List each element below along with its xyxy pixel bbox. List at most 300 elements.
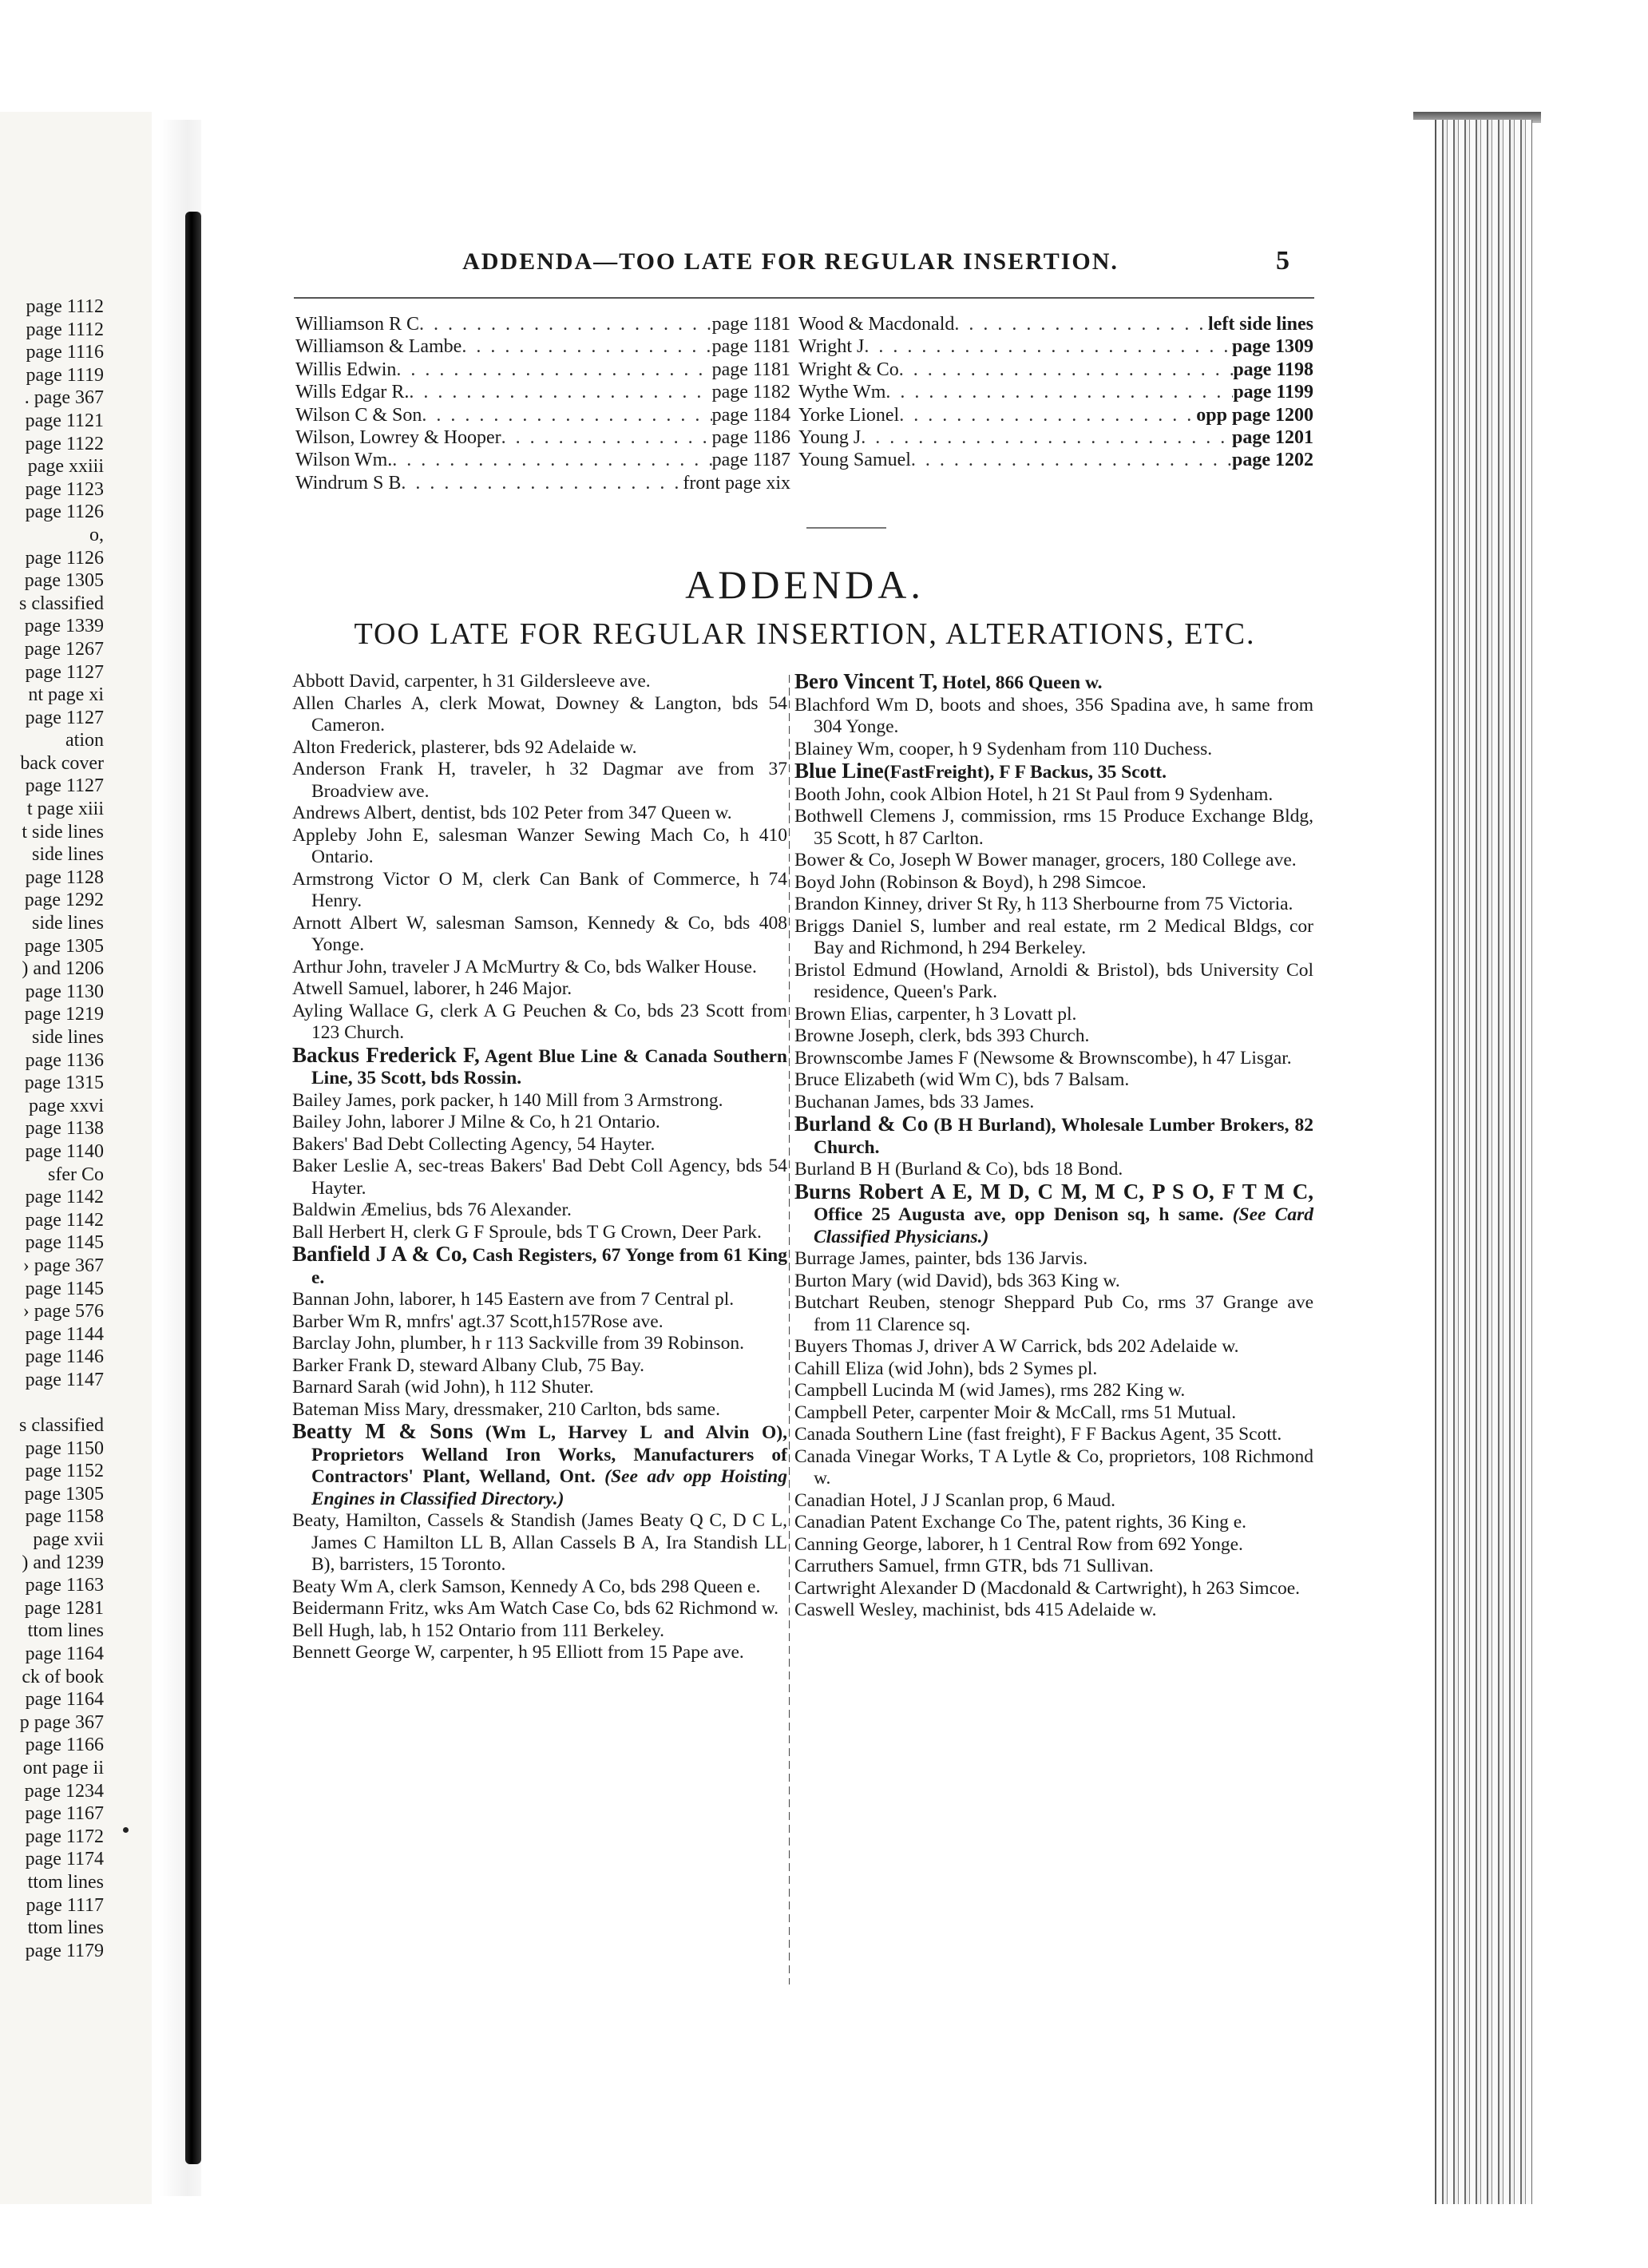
directory-entry	[292, 978, 787, 1001]
entry-details: cooper, h 9 Sydenham from 110 Duchess.	[893, 738, 1213, 759]
margin-ref: page 1167	[25, 1803, 104, 1825]
page-number: 5	[1276, 246, 1289, 276]
entry-details: bds 76 Alexander.	[431, 1199, 572, 1220]
margin-ref: page 1152	[25, 1461, 104, 1482]
entry-name: Banfield J A & Co,	[292, 1242, 468, 1266]
margin-ref: page 1126	[25, 502, 104, 523]
entry-details: clerk G F Sproule, bds T G Crown, Deer Park.	[408, 1221, 762, 1243]
directory-entry	[794, 806, 1313, 850]
entry-details: machinist, bds 415 Adelaide w.	[917, 1600, 1157, 1620]
margin-ref: p page 367	[19, 1711, 104, 1733]
margin-ref: page 1146	[25, 1346, 104, 1368]
margin-ref: ation	[65, 730, 104, 751]
index-page-ref: page 1202	[1232, 450, 1313, 471]
entry-details: (James Beaty Q C, D C L, James C Hamilton LL B, Allan Cassels B A, Ira Standish LL B), barristers, 15 Toronto.	[311, 1510, 787, 1575]
directory-entry	[794, 1248, 1313, 1271]
directory-entry	[292, 737, 787, 759]
directory-entry	[292, 1156, 787, 1199]
entry-name: Ayling Wallace G,	[292, 1000, 434, 1021]
margin-ref: s classified	[19, 1415, 104, 1437]
entry-name: Bakers' Bad Debt Collecting Agency,	[292, 1133, 572, 1155]
directory-entry	[794, 1556, 1313, 1578]
margin-ref: sfer Co	[48, 1164, 104, 1185]
entry-details: lumber and real estate, rm 2 Medical Bldgs, cor Bay and Richmond, h 294 Berkeley.	[814, 915, 1313, 958]
margin-ref: page 1174	[25, 1849, 104, 1870]
entry-details: (wid John), h 112 Shuter.	[400, 1377, 594, 1398]
entry-details: clerk Samson, Kennedy A Co, bds 298 Queen e.	[394, 1576, 761, 1597]
entry-details: Cash Registers, 67 Yonge from 61 King e.	[311, 1245, 788, 1288]
margin-ref: page 1122	[25, 433, 104, 454]
index-page-ref: page 1186	[711, 426, 790, 448]
margin-ref: ttom lines	[27, 1917, 104, 1939]
directory-entry	[794, 1600, 1313, 1622]
entry-details: carpenter, h 95 Elliott from 15 Pape ave.	[435, 1642, 744, 1663]
margin-ref: page 1150	[25, 1437, 104, 1459]
directory-entry	[292, 1377, 787, 1399]
entry-name: Cartwright Alexander D	[794, 1577, 977, 1599]
margin-ref: page 1219	[24, 1004, 104, 1025]
entry-details: frmn GTR, bds 71 Sullivan.	[939, 1556, 1154, 1576]
directory-entry	[794, 1025, 1313, 1048]
dot-leader	[419, 313, 712, 335]
entry-name: Bailey James,	[292, 1089, 397, 1111]
margin-ref: t page xiii	[27, 799, 104, 820]
entry-details: Hotel, 866 Queen w.	[937, 672, 1103, 693]
dot-leader	[861, 426, 1232, 449]
dot-leader	[954, 313, 1208, 335]
margin-ref: page 1179	[25, 1940, 104, 1961]
index-page-ref: page 1201	[1232, 426, 1313, 448]
margin-ref: page 1292	[24, 890, 104, 911]
directory-entry	[292, 1222, 787, 1244]
margin-ref: page 1234	[24, 1780, 104, 1802]
entry-details: (wid Wm C), bds 7 Balsam.	[914, 1069, 1130, 1090]
entry-details: dressmaker, 210 Carlton, bds same.	[449, 1398, 720, 1420]
margin-ref: page 1119	[26, 364, 104, 386]
entry-details: clerk Can Bank of Commerce, h 74 Henry.	[311, 868, 787, 911]
directory-entry	[292, 957, 787, 979]
entry-name: Brandon Kinney,	[794, 894, 923, 914]
directory-entry	[794, 1004, 1313, 1026]
entry-note: (See adv opp Hoisting Engines in Classified Directory.)	[311, 1466, 787, 1509]
entry-details: (B H Burland), Wholesale Lumber Brokers, 82 Church.	[814, 1115, 1313, 1158]
index-page-ref: front page xix	[683, 472, 790, 494]
entry-name: Barclay John,	[292, 1333, 396, 1354]
dot-leader	[911, 449, 1232, 471]
directory-entry	[292, 1510, 787, 1576]
directory-entry	[292, 1311, 787, 1334]
dot-leader	[885, 381, 1233, 403]
directory-entry	[292, 1620, 787, 1643]
index-list-left	[295, 313, 790, 494]
dot-leader	[899, 404, 1196, 426]
entry-details: wks Am Watch Case Co, bds 62 Richmond w.	[428, 1598, 779, 1619]
entry-details: (fast freight), F F Backus Agent, 35 Scott.	[962, 1424, 1282, 1445]
entry-name: Bower & Co,	[794, 850, 895, 870]
directory-entry	[292, 1243, 787, 1289]
margin-dot	[123, 1827, 129, 1833]
index-page-ref: opp page 1200	[1196, 404, 1313, 426]
index-name: Wright & Co	[798, 359, 899, 380]
directory-entry	[292, 1576, 787, 1599]
margin-ref: ) and 1206	[22, 958, 104, 980]
directory-entry	[794, 1402, 1313, 1425]
margin-ref: page xxvi	[29, 1095, 104, 1116]
entry-name: Browne Joseph,	[794, 1025, 915, 1046]
margin-ref: o,	[89, 524, 104, 545]
entry-name: Campbell Lucinda M	[794, 1380, 956, 1401]
margin-ref: page 1121	[25, 410, 104, 431]
entry-details: clerk, bds 393 Church.	[914, 1025, 1090, 1046]
entry-details: driver A W Carrick, bds 202 Adelaide w.	[929, 1336, 1239, 1357]
margin-ref: page 1127	[25, 661, 104, 683]
index-page-ref: page 1309	[1232, 336, 1313, 358]
dot-leader	[401, 472, 683, 494]
entry-name: Appleby John E,	[292, 824, 429, 846]
margin-ref: . page 367	[24, 387, 104, 409]
directory-entry	[794, 760, 1313, 784]
entry-details: plasterer, bds 92 Adelaide w.	[416, 736, 637, 758]
index-page-ref: page 1199	[1233, 382, 1313, 403]
dot-leader	[501, 426, 712, 449]
entry-name: Burland B H	[794, 1159, 891, 1180]
margin-ref: page 1164	[25, 1644, 104, 1665]
directory-entry	[292, 1042, 787, 1090]
directory-entry	[292, 1199, 787, 1222]
entry-name: Baker Leslie A,	[292, 1156, 413, 1176]
index-page-ref: left side lines	[1208, 314, 1313, 335]
directory-entry	[794, 1512, 1313, 1534]
directory-entry	[292, 1001, 787, 1045]
entry-name: Cahill Eliza	[794, 1358, 884, 1379]
index-page-ref: page 1181	[711, 336, 790, 358]
directory-entry	[794, 1336, 1313, 1358]
margin-ref: s classified	[19, 593, 104, 614]
index-row	[798, 449, 1313, 471]
entry-details: plumber, h r 113 Sackville from 39 Robinson.	[395, 1333, 745, 1354]
entry-details: carpenter, h 3 Lovatt pl.	[892, 1003, 1077, 1025]
index-row	[798, 359, 1313, 381]
entry-details: carpenter Moir & McCall, rms 51 Mutual.	[914, 1402, 1237, 1423]
margin-ref: page 1128	[25, 866, 104, 888]
margin-ref: page 1166	[25, 1735, 104, 1756]
margin-ref: t side lines	[22, 821, 104, 843]
directory-entry	[292, 1112, 787, 1134]
entry-details: patent rights, 36 King e.	[1060, 1512, 1247, 1532]
entry-name: Bruce Elizabeth	[794, 1069, 915, 1090]
column-divider	[789, 675, 790, 1985]
index-list-right	[798, 313, 1313, 472]
index-row	[798, 426, 1313, 449]
entry-name: Bristol Edmund	[794, 959, 917, 981]
entry-details: bds 33 James.	[925, 1091, 1035, 1112]
facing-page-margin-refs	[0, 295, 104, 1962]
dot-leader	[864, 335, 1232, 358]
directory-entry	[292, 869, 787, 913]
entry-name: Bell Hugh,	[292, 1620, 375, 1641]
directory-entry	[794, 739, 1313, 761]
index-name: Wright J	[798, 336, 865, 358]
index-row	[295, 313, 790, 335]
directory-entry	[794, 784, 1313, 807]
entry-details: traveler J A McMurtry & Co, bds Walker House.	[386, 956, 757, 977]
margin-ref: page 1163	[25, 1575, 104, 1596]
margin-ref: page 1172	[25, 1826, 104, 1847]
index-row	[295, 449, 790, 471]
entry-name: Canada Southern Line	[794, 1424, 963, 1445]
entry-details: mnfrs' agt.37 Scott,h157Rose ave.	[402, 1310, 664, 1332]
index-name: Yorke Lionel	[798, 404, 900, 426]
margin-ref: page 1117	[26, 1894, 104, 1916]
entry-name: Buchanan James,	[794, 1091, 925, 1112]
directory-entry	[794, 1424, 1313, 1446]
entry-name: Butchart Reuben,	[794, 1292, 931, 1313]
entry-details: salesman Samson, Kennedy & Co, bds 408 Yonge.	[311, 912, 787, 955]
index-row	[798, 381, 1313, 403]
entry-details: laborer, h 145 Eastern ave from 7 Central pl.	[394, 1289, 735, 1310]
entry-details: (Burland & Co), bds 18 Bond.	[890, 1159, 1123, 1180]
entry-name: Briggs Daniel S,	[794, 915, 925, 937]
directory-entry	[292, 803, 787, 825]
entry-details: laborer, h 1 Central Row from 692 Yonge.	[922, 1533, 1243, 1555]
margin-ref: page 1123	[25, 478, 104, 500]
margin-ref: › page 576	[22, 1301, 104, 1322]
directory-entry	[794, 960, 1313, 1004]
directory-entry	[794, 1292, 1313, 1336]
directory-entry	[292, 1642, 787, 1664]
entry-name: Armstrong Victor O M,	[292, 868, 484, 890]
margin-ref: side lines	[32, 1027, 104, 1048]
entry-name: Burland & Co	[794, 1112, 929, 1136]
margin-ref: page 1116	[26, 342, 104, 363]
index-row	[295, 426, 790, 449]
index-name: Young Samuel	[798, 450, 911, 471]
entry-details: cook Albion Hotel, h 21 St Paul from 9 Sydenham.	[885, 783, 1274, 805]
index-name: Windrum S B	[295, 472, 402, 494]
index-name: Williamson & Lambe	[295, 336, 462, 358]
index-page-ref: page 1182	[711, 382, 790, 403]
entry-name: Beatty M & Sons	[292, 1419, 473, 1443]
entry-name: Beaty Wm A,	[292, 1576, 395, 1597]
index-name: Wills Edgar R.	[295, 382, 410, 403]
directory-entry	[794, 1578, 1313, 1600]
index-name: Willis Edwin	[295, 359, 397, 380]
margin-ref: page 1305	[24, 1483, 104, 1505]
index-page-ref: page 1184	[711, 404, 790, 426]
dot-leader	[899, 359, 1234, 381]
directory-entry	[794, 1069, 1313, 1092]
section-title: ADDENDA.	[685, 562, 925, 607]
directory-entry	[292, 825, 787, 869]
entry-name: Barker Frank D,	[292, 1354, 415, 1376]
directory-entry	[794, 1092, 1313, 1114]
entry-name: Brown Elias,	[794, 1003, 893, 1025]
index-row	[295, 359, 790, 381]
margin-ref: ont page ii	[22, 1758, 104, 1778]
directory-entry	[794, 894, 1313, 916]
index-name: Williamson R C	[295, 314, 420, 335]
margin-ref: page 1126	[25, 547, 104, 569]
directory-entry	[794, 872, 1313, 894]
margin-ref: page 1145	[25, 1232, 104, 1254]
entry-details: (Howland, Arnoldi & Bristol), bds University Col residence, Queen's Park.	[814, 959, 1313, 1002]
margin-ref: page 1305	[24, 570, 104, 592]
dot-leader	[392, 449, 711, 471]
margin-ref	[0, 1392, 104, 1415]
entry-details: (Robinson & Boyd), h 298 Simcoe.	[875, 871, 1147, 893]
margin-ref: page 1140	[25, 1140, 104, 1162]
entry-details: J J Scanlan prop, 6 Maud.	[916, 1489, 1116, 1511]
margin-ref: page 1147	[25, 1369, 104, 1390]
entry-name: Beidermann Fritz,	[292, 1598, 429, 1619]
entry-details: Agent Blue Line & Canada Southern Line, 35 Scott, bds Rossin.	[311, 1045, 787, 1088]
directory-entry	[794, 1113, 1313, 1159]
margin-ref: page 1142	[25, 1187, 104, 1208]
book-gutter	[185, 212, 201, 2164]
entry-name: Beaty, Hamilton, Cassels & Standish	[292, 1510, 576, 1531]
entry-name: Arnott Albert W,	[292, 912, 427, 934]
directory-column-left	[292, 671, 787, 1664]
entry-details: laborer J Milne & Co, h 21 Ontario.	[386, 1112, 660, 1132]
entry-note: (See Card Classified Physicians.)	[814, 1204, 1314, 1247]
entry-name: Anderson Frank H,	[292, 759, 456, 779]
entry-details: carpenter, h 31 Gildersleeve ave.	[399, 671, 651, 692]
entry-details: lab, h 152 Ontario from 111 Berkeley.	[374, 1620, 664, 1641]
index-row	[798, 335, 1313, 358]
directory-entry	[292, 1333, 787, 1355]
entry-details: (FastFreight), F F Backus, 35 Scott.	[883, 762, 1167, 783]
index-page-ref: page 1198	[1233, 359, 1313, 380]
entry-name: Bateman Miss Mary,	[292, 1398, 450, 1420]
directory-entry	[292, 1289, 787, 1311]
margin-ref: page xvii	[33, 1529, 104, 1551]
directory-entry	[794, 695, 1313, 739]
entry-name: Baldwin Æmelius,	[292, 1199, 432, 1220]
entry-details: 54 Hayter.	[572, 1133, 656, 1155]
directory-entry	[794, 916, 1313, 960]
margin-ref: page 1267	[24, 638, 104, 660]
entry-details: pork packer, h 140 Mill from 3 Armstrong.	[396, 1089, 723, 1111]
entry-details: commission, rms 15 Produce Exchange Bldg, 35 Scott, h 87 Carlton.	[814, 806, 1313, 849]
margin-ref: page 1142	[25, 1209, 104, 1231]
dot-leader	[462, 335, 711, 358]
directory-entry	[794, 1446, 1313, 1490]
running-header: ADDENDA—TOO LATE FOR REGULAR INSERTION.	[462, 248, 1119, 275]
margin-ref: › page 367	[22, 1255, 104, 1276]
entry-details: boots and shoes, 356 Spadina ave, h same from 304 Yonge.	[814, 694, 1313, 737]
margin-ref: side lines	[32, 844, 104, 866]
entry-name: Andrews Albert,	[292, 803, 417, 823]
margin-ref: ttom lines	[27, 1871, 104, 1893]
index-page-ref: page 1181	[711, 314, 790, 335]
directory-entry	[794, 1380, 1313, 1402]
entry-name: Abbott David,	[292, 671, 400, 692]
entry-details: (Macdonald & Cartwright), h 263 Simcoe.	[976, 1577, 1301, 1599]
entry-name: Burton Mary	[794, 1270, 893, 1291]
directory-entry	[794, 1048, 1313, 1070]
entry-details: salesman Wanzer Sewing Mach Co, h 410 Ontario.	[311, 824, 788, 867]
margin-ref: page 1145	[25, 1278, 104, 1299]
directory-entry	[292, 671, 787, 693]
directory-column-right	[794, 671, 1313, 1622]
entry-name: Canning George,	[794, 1533, 923, 1555]
entry-name: Atwell Samuel,	[292, 978, 410, 999]
directory-entry	[292, 1134, 787, 1156]
entry-name: Bannan John,	[292, 1289, 394, 1310]
index-name: Wythe Wm	[798, 382, 886, 403]
index-row	[295, 472, 790, 494]
page-edges	[1435, 120, 1532, 2204]
section-divider	[806, 527, 886, 529]
index-name: Wilson C & Son	[295, 404, 422, 426]
entry-name: Booth John,	[794, 783, 885, 805]
margin-ref: page 1130	[25, 981, 104, 1002]
entry-name: Canada Vinegar Works,	[794, 1445, 974, 1467]
directory-entry	[794, 1534, 1313, 1556]
entry-name: Bothwell Clemens J,	[794, 806, 955, 827]
entry-name: Ball Herbert H,	[292, 1221, 409, 1243]
entry-details: dentist, bds 102 Peter from 347 Queen w.	[416, 803, 732, 823]
dot-leader	[409, 381, 711, 403]
entry-details: Joseph W Bower manager, grocers, 180 College ave.	[894, 850, 1297, 870]
margin-ref: page 1281	[24, 1597, 104, 1619]
entry-name: Buyers Thomas J,	[794, 1336, 929, 1357]
entry-details: traveler, h 32 Dagmar ave from 37 Broadview ave.	[311, 759, 788, 802]
entry-name: Caswell Wesley,	[794, 1600, 918, 1620]
index-name: Wilson, Lowrey & Hooper	[295, 426, 501, 448]
margin-ref: side lines	[32, 913, 104, 934]
entry-details: clerk Mowat, Downey & Langton, bds 54 Cameron.	[311, 692, 787, 736]
entry-name: Carruthers Samuel,	[794, 1556, 940, 1576]
directory-entry	[292, 1090, 787, 1112]
index-row	[798, 313, 1313, 335]
index-row	[295, 404, 790, 426]
entry-details: (wid James), rms 282 King w.	[955, 1380, 1186, 1401]
entry-name: Canadian Hotel,	[794, 1489, 917, 1511]
margin-ref: nt page xi	[28, 684, 104, 706]
entry-name: Burns Robert A E, M D, C M, M C, P S O, F T M C,	[794, 1179, 1313, 1203]
margin-ref: back cover	[20, 752, 104, 774]
margin-ref: page 1305	[24, 935, 104, 957]
entry-name: Blue Line	[794, 759, 884, 783]
directory-entry	[292, 1421, 787, 1510]
directory-entry	[292, 1598, 787, 1620]
index-page-ref: page 1187	[711, 450, 790, 471]
entry-details: clerk A G Peuchen & Co, bds 23 Scott from 123 Church.	[311, 1000, 787, 1043]
directory-entry	[292, 1399, 787, 1421]
entry-name: Backus Frederick F,	[292, 1042, 480, 1067]
margin-ref: page 1158	[25, 1506, 104, 1528]
entry-name: Allen Charles A,	[292, 692, 430, 714]
entry-name: Bailey John,	[292, 1112, 386, 1132]
margin-ref: page 1112	[26, 296, 104, 317]
index-name: Wood & Macdonald	[798, 314, 955, 335]
facing-page-left	[0, 112, 152, 2204]
entry-details: driver St Ry, h 113 Sherbourne from 75 Victoria.	[922, 894, 1293, 914]
directory-entry	[794, 1159, 1313, 1181]
directory-entry	[794, 671, 1313, 695]
entry-details: laborer, h 246 Major.	[409, 978, 572, 999]
entry-details: stenogr Sheppard Pub Co, rms 37 Grange ave from 11 Clarence sq.	[814, 1292, 1313, 1335]
entry-name: Canadian Patent Exchange Co The,	[794, 1512, 1061, 1532]
margin-ref: page 1339	[24, 616, 104, 637]
entry-details: T A Lytle & Co, proprietors, 108 Richmond w.	[814, 1445, 1313, 1489]
directory-entry	[794, 1181, 1313, 1249]
entry-name: Barnard Sarah	[292, 1377, 401, 1398]
margin-ref: page 1127	[25, 775, 104, 797]
margin-ref: ck of book	[22, 1666, 104, 1687]
margin-ref: ttom lines	[27, 1620, 104, 1642]
